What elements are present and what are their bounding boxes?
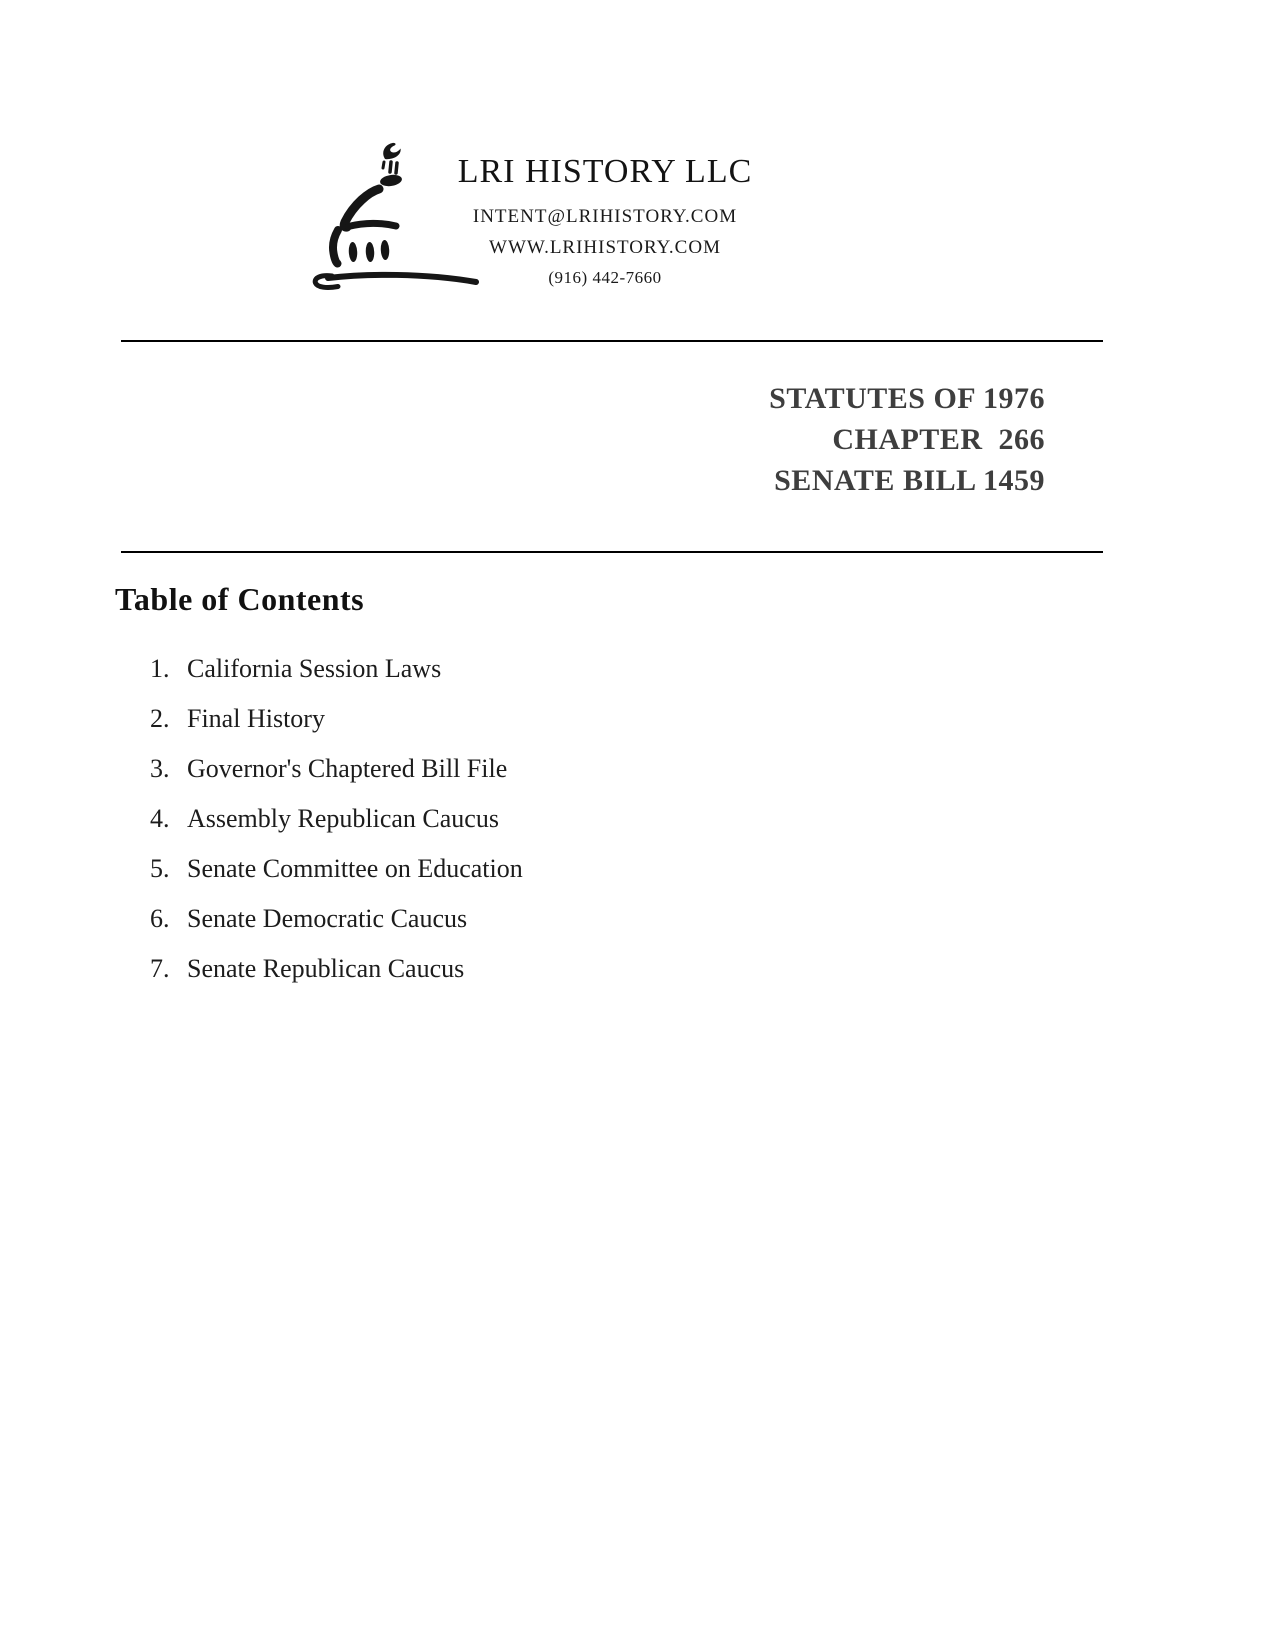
statute-reference-block — [769, 378, 1045, 501]
toc-item-label: California Session Laws — [187, 654, 442, 683]
toc-item-number: 1. — [150, 654, 170, 683]
toc-item-number: 3. — [150, 754, 170, 783]
statutes-line-year: STATUTES OF 1976 — [769, 382, 1045, 415]
toc-item-number: 7. — [150, 954, 170, 983]
company-phone: (916) 442-7660 — [548, 268, 662, 287]
toc-item — [150, 802, 523, 836]
statutes-line-bill: SENATE BILL 1459 — [774, 464, 1045, 497]
toc-title: Table of Contents — [115, 581, 365, 617]
company-website: WWW.LRIHISTORY.COM — [489, 237, 721, 258]
toc-item — [150, 752, 523, 786]
toc-item-number: 6. — [150, 904, 170, 933]
toc-item — [150, 852, 523, 886]
toc-item — [150, 952, 523, 986]
toc-item-number: 5. — [150, 854, 170, 883]
toc-item-label: Assembly Republican Caucus — [187, 804, 499, 833]
toc-item-label: Final History — [187, 704, 325, 733]
company-name: LRI HISTORY LLC — [457, 153, 753, 190]
toc-item-label: Senate Republican Caucus — [187, 954, 465, 983]
toc-item-label: Governor's Chaptered Bill File — [187, 754, 508, 783]
company-email: INTENT@LRIHISTORY.COM — [472, 206, 738, 227]
toc-item-label: Senate Committee on Education — [187, 854, 523, 883]
toc-item — [150, 702, 523, 736]
toc-item-label: Senate Democratic Caucus — [187, 904, 468, 933]
letterhead-text — [402, 152, 808, 293]
toc-item-number: 4. — [150, 804, 170, 833]
toc-item — [150, 652, 523, 686]
toc-list — [150, 652, 523, 1002]
divider-top — [121, 340, 1103, 342]
divider-bottom — [121, 551, 1103, 553]
toc-item — [150, 902, 523, 936]
toc-item-number: 2. — [150, 704, 170, 733]
statutes-line-chapter: CHAPTER 266 — [832, 423, 1045, 456]
